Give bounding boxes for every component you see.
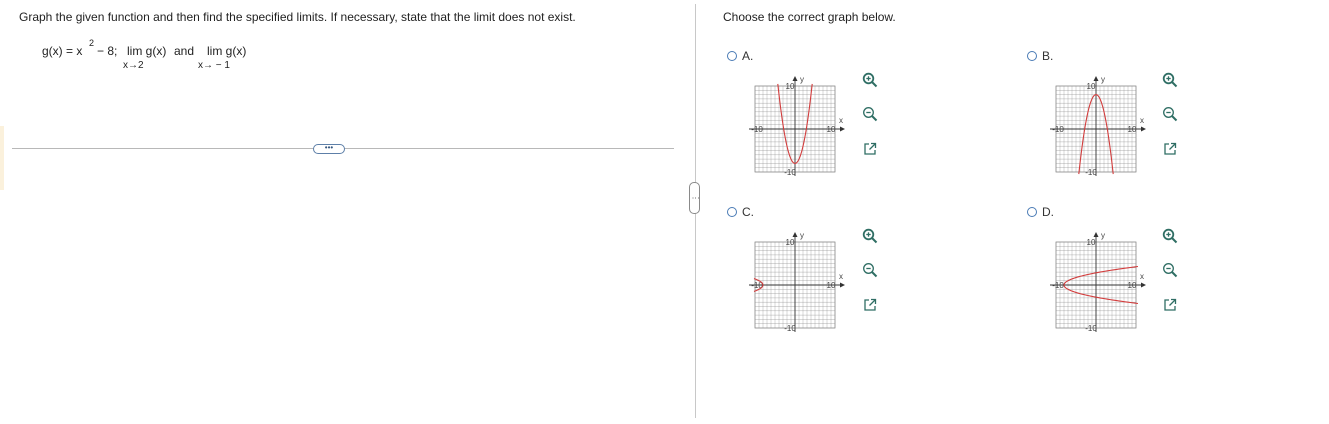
x-axis-label: x xyxy=(839,116,843,125)
y-axis-label: y xyxy=(1101,231,1105,240)
zoom-in-icon[interactable] xyxy=(862,72,878,88)
zoom-out-icon[interactable] xyxy=(862,262,878,278)
y-max-label: 10 xyxy=(785,82,795,91)
graph-b xyxy=(1044,72,1154,187)
popout-icon[interactable] xyxy=(1162,141,1178,157)
y-min-label: -10 xyxy=(1085,168,1097,177)
option-d-radio[interactable] xyxy=(1027,207,1037,217)
question-instruction: Graph the given function and then find the specified limits. If necessary, state that the limit does not exist. xyxy=(19,10,576,24)
zoom-in-icon[interactable] xyxy=(862,228,878,244)
x-max-label: 10 xyxy=(1127,281,1137,290)
y-min-label: -10 xyxy=(784,168,796,177)
x-max-label: 10 xyxy=(826,281,836,290)
graph-svg xyxy=(1044,72,1154,182)
limit-2-subscript: x→ − 1 xyxy=(198,60,230,71)
function-definition xyxy=(42,38,302,80)
left-accent-bar xyxy=(0,126,4,190)
option-c-label: C. xyxy=(742,205,754,219)
graph-a xyxy=(743,72,853,187)
and-text: and xyxy=(174,44,195,58)
option-d-label: D. xyxy=(1042,205,1054,219)
y-axis-label: y xyxy=(800,75,804,84)
y-min-label: -10 xyxy=(1085,324,1097,333)
option-a-label: A. xyxy=(742,49,754,63)
x-min-label: -10 xyxy=(751,125,763,134)
x-max-label: 10 xyxy=(1127,125,1137,134)
y-max-label: 10 xyxy=(785,238,795,247)
option-c-radio[interactable] xyxy=(727,207,737,217)
more-button[interactable]: ••• xyxy=(313,144,345,154)
graph-svg xyxy=(743,228,853,338)
zoom-out-icon[interactable] xyxy=(1162,106,1178,122)
y-max-label: 10 xyxy=(1086,82,1096,91)
y-axis-label: y xyxy=(800,231,804,240)
x-min-label: -10 xyxy=(1052,125,1064,134)
zoom-in-icon[interactable] xyxy=(1162,228,1178,244)
graph-d xyxy=(1044,228,1154,343)
function-rest: − 8; xyxy=(97,44,118,58)
x-min-label: -10 xyxy=(1052,281,1064,290)
x-axis-label: x xyxy=(1140,272,1144,281)
pane-resize-handle[interactable]: ⋮ xyxy=(689,182,700,214)
function-lhs: g(x) = x xyxy=(42,44,83,58)
zoom-out-icon[interactable] xyxy=(1162,262,1178,278)
limit-1: lim g(x) xyxy=(127,44,167,58)
answer-prompt: Choose the correct graph below. xyxy=(723,10,896,24)
y-axis-label: y xyxy=(1101,75,1105,84)
x-max-label: 10 xyxy=(826,125,836,134)
popout-icon[interactable] xyxy=(1162,297,1178,313)
limit-2: lim g(x) xyxy=(207,44,247,58)
zoom-in-icon[interactable] xyxy=(1162,72,1178,88)
option-b-label: B. xyxy=(1042,49,1054,63)
x-min-label: -10 xyxy=(751,281,763,290)
graph-c xyxy=(743,228,853,343)
limit-1-subscript: x→2 xyxy=(123,60,144,71)
popout-icon[interactable] xyxy=(862,141,878,157)
popout-icon[interactable] xyxy=(862,297,878,313)
function-exponent: 2 xyxy=(89,38,95,48)
graph-svg xyxy=(1044,228,1154,338)
y-min-label: -10 xyxy=(784,324,796,333)
y-max-label: 10 xyxy=(1086,238,1096,247)
option-b-radio[interactable] xyxy=(1027,51,1037,61)
x-axis-label: x xyxy=(1140,116,1144,125)
zoom-out-icon[interactable] xyxy=(862,106,878,122)
graph-svg xyxy=(743,72,853,182)
x-axis-label: x xyxy=(839,272,843,281)
option-a-radio[interactable] xyxy=(727,51,737,61)
